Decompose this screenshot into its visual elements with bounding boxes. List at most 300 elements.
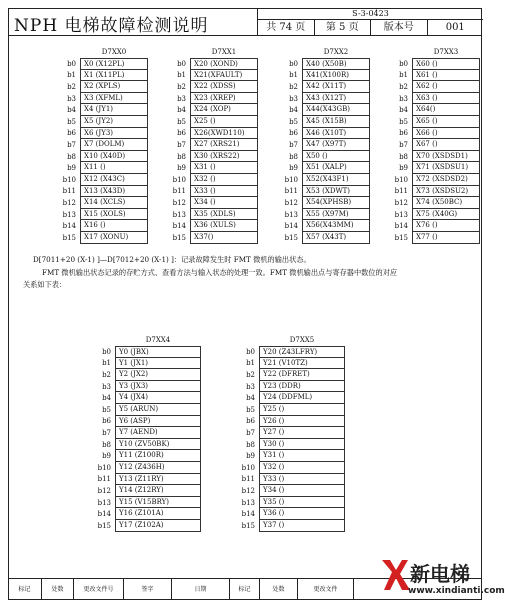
table-row bbox=[280, 232, 370, 244]
signal-cell: X6 (JY3) bbox=[80, 128, 148, 140]
table-row bbox=[237, 520, 345, 532]
signal-cell: X63 () bbox=[412, 93, 480, 105]
signal-cell: Y26 () bbox=[259, 416, 345, 428]
signal-cell: Y33 () bbox=[259, 474, 345, 486]
register-rows bbox=[237, 346, 345, 532]
document-number: S-3-0423 bbox=[352, 9, 389, 18]
table-row bbox=[58, 139, 148, 151]
brand-logo bbox=[378, 552, 505, 604]
bit-label: b8 bbox=[399, 152, 408, 161]
signal-cell: X40 (X50B) bbox=[302, 58, 370, 70]
table-row bbox=[168, 151, 258, 163]
table-row bbox=[168, 232, 258, 244]
signal-cell: Y2 (JX2) bbox=[115, 369, 201, 381]
paragraph-line-2: FMT 微机输出状态记录的存贮方式、查看方法与输入状态的处理一致。FMT 微机输出点与寄存器中数位的对应 bbox=[42, 268, 398, 277]
bit-label: b15 bbox=[284, 233, 298, 242]
table-row bbox=[237, 497, 345, 509]
table-row bbox=[390, 128, 480, 140]
signal-cell: Y35 () bbox=[259, 497, 345, 509]
table-row bbox=[390, 116, 480, 128]
signal-cell: Y25 () bbox=[259, 404, 345, 416]
signal-cell: X1 (X11PL) bbox=[80, 70, 148, 82]
register-rows bbox=[168, 58, 258, 244]
table-row bbox=[93, 520, 201, 532]
table-row bbox=[390, 174, 480, 186]
footer-cell: 日期 bbox=[172, 579, 230, 600]
signal-cell: X31 () bbox=[190, 162, 258, 174]
bit-label: b2 bbox=[102, 370, 111, 379]
signal-cell: X62 () bbox=[412, 81, 480, 93]
table-row bbox=[168, 70, 258, 82]
signal-cell: Y0 (JBX) bbox=[115, 346, 201, 358]
bit-label: b2 bbox=[399, 82, 408, 91]
bit-label: b6 bbox=[246, 417, 255, 426]
signal-cell: X71 (XSDSU1) bbox=[412, 162, 480, 174]
table-row bbox=[390, 232, 480, 244]
table-row bbox=[168, 220, 258, 232]
signal-cell: X70 (XSDSD1) bbox=[412, 151, 480, 163]
table-row bbox=[390, 186, 480, 198]
table-row bbox=[237, 474, 345, 486]
table-row bbox=[58, 162, 148, 174]
signal-cell: Y5 (ARUN) bbox=[115, 404, 201, 416]
bit-label: b7 bbox=[102, 428, 111, 437]
signal-cell: X65 () bbox=[412, 116, 480, 128]
table-row bbox=[390, 139, 480, 151]
bit-label: b0 bbox=[399, 59, 408, 68]
table-row bbox=[93, 450, 201, 462]
table-row bbox=[237, 416, 345, 428]
table-row bbox=[168, 93, 258, 105]
signal-cell: Y7 (AEND) bbox=[115, 427, 201, 439]
signal-cell: Y16 (Z101A) bbox=[115, 508, 201, 520]
bit-label: b2 bbox=[67, 82, 76, 91]
version-number: 001 bbox=[445, 22, 465, 33]
bit-label: b5 bbox=[102, 405, 111, 414]
bit-label: b6 bbox=[289, 129, 298, 138]
table-row bbox=[93, 346, 201, 358]
bit-label: b12 bbox=[284, 198, 298, 207]
bit-label: b2 bbox=[289, 82, 298, 91]
table-row bbox=[237, 346, 345, 358]
bit-label: b13 bbox=[97, 498, 111, 507]
bit-label: b11 bbox=[394, 187, 408, 196]
register-table bbox=[237, 336, 345, 532]
footer-cell: 标记 bbox=[230, 579, 260, 600]
bit-label: b11 bbox=[97, 475, 111, 484]
table-row bbox=[390, 220, 480, 232]
table-row bbox=[58, 174, 148, 186]
table-row bbox=[168, 128, 258, 140]
header-meta-row bbox=[258, 19, 483, 35]
paragraph-line-1: D[7011+20 (X-1) ]—D[7012+20 (X-1) ]：记录故障发生时 FMT 微机的输出状态。 bbox=[33, 255, 311, 264]
signal-cell: Y11 (Z100R) bbox=[115, 450, 201, 462]
bit-label: b13 bbox=[241, 498, 255, 507]
signal-cell: Y4 (JX4) bbox=[115, 392, 201, 404]
document-title: NPH 电梯故障检测说明 bbox=[14, 16, 209, 36]
signal-cell: X30 (XRS22) bbox=[190, 151, 258, 163]
bit-label: b3 bbox=[399, 94, 408, 103]
table-row bbox=[168, 104, 258, 116]
table-row bbox=[280, 93, 370, 105]
table-row bbox=[93, 392, 201, 404]
bit-label: b2 bbox=[246, 370, 255, 379]
bit-label: b3 bbox=[246, 382, 255, 391]
table-row bbox=[237, 485, 345, 497]
table-row bbox=[168, 58, 258, 70]
table-row bbox=[280, 81, 370, 93]
signal-cell: X11 () bbox=[80, 162, 148, 174]
bit-label: b1 bbox=[289, 71, 298, 80]
bit-label: b7 bbox=[177, 140, 186, 149]
signal-cell: Y17 (Z102A) bbox=[115, 520, 201, 532]
signal-cell: X42 (X11T) bbox=[302, 81, 370, 93]
table-row bbox=[237, 508, 345, 520]
signal-cell: X10 (X40D) bbox=[80, 151, 148, 163]
signal-cell: Y36 () bbox=[259, 508, 345, 520]
table-row bbox=[58, 209, 148, 221]
register-title: D7XX3 bbox=[433, 48, 459, 56]
register-table bbox=[390, 48, 480, 244]
register-title: D7XX5 bbox=[289, 336, 315, 344]
bit-label: b15 bbox=[172, 233, 186, 242]
bit-label: b4 bbox=[102, 394, 111, 403]
table-row bbox=[93, 404, 201, 416]
bit-label: b3 bbox=[177, 94, 186, 103]
bit-label: b14 bbox=[97, 510, 111, 519]
table-row bbox=[58, 197, 148, 209]
signal-cell: X23 (XREP) bbox=[190, 93, 258, 105]
signal-cell: X60 () bbox=[412, 58, 480, 70]
bit-label: b10 bbox=[62, 175, 76, 184]
bit-label: b4 bbox=[289, 106, 298, 115]
bit-label: b5 bbox=[289, 117, 298, 126]
table-row bbox=[237, 404, 345, 416]
bit-label: b11 bbox=[62, 187, 76, 196]
table-row bbox=[93, 358, 201, 370]
table-row bbox=[93, 416, 201, 428]
bit-label: b8 bbox=[102, 440, 111, 449]
table-row bbox=[390, 151, 480, 163]
signal-cell: X66 () bbox=[412, 128, 480, 140]
footer-cell: 标记 bbox=[8, 579, 42, 600]
table-row bbox=[280, 116, 370, 128]
register-title: D7XX0 bbox=[101, 48, 127, 56]
footer-cell: 处数 bbox=[260, 579, 298, 600]
bit-label: b10 bbox=[284, 175, 298, 184]
signal-cell: Y24 (DDFML) bbox=[259, 392, 345, 404]
bit-label: b12 bbox=[394, 198, 408, 207]
table-row bbox=[58, 220, 148, 232]
table-row bbox=[58, 104, 148, 116]
signal-cell: Y34 () bbox=[259, 485, 345, 497]
table-row bbox=[168, 116, 258, 128]
table-row bbox=[280, 58, 370, 70]
signal-cell: X13 (X43D) bbox=[80, 186, 148, 198]
signal-cell: X12 (X43C) bbox=[80, 174, 148, 186]
bit-label: b7 bbox=[289, 140, 298, 149]
table-row bbox=[93, 427, 201, 439]
bit-label: b14 bbox=[284, 222, 298, 231]
version-label: 版本号 bbox=[371, 20, 428, 35]
table-row bbox=[280, 70, 370, 82]
bit-label: b14 bbox=[172, 222, 186, 231]
bit-label: b15 bbox=[97, 521, 111, 530]
table-row bbox=[93, 474, 201, 486]
bit-label: b7 bbox=[399, 140, 408, 149]
table-row bbox=[168, 209, 258, 221]
bit-label: b12 bbox=[62, 198, 76, 207]
table-row bbox=[58, 186, 148, 198]
table-row bbox=[58, 128, 148, 140]
bit-label: b1 bbox=[399, 71, 408, 80]
table-row bbox=[390, 58, 480, 70]
signal-cell: X51 (XALP) bbox=[302, 162, 370, 174]
footer-cell: 签字 bbox=[124, 579, 172, 600]
signal-cell: X53 (XDWT) bbox=[302, 186, 370, 198]
bit-label: b1 bbox=[67, 71, 76, 80]
signal-cell: X47 (X97T) bbox=[302, 139, 370, 151]
table-row bbox=[280, 197, 370, 209]
table-row bbox=[58, 58, 148, 70]
table-row bbox=[390, 197, 480, 209]
bit-label: b3 bbox=[289, 94, 298, 103]
signal-cell: X61 () bbox=[412, 70, 480, 82]
signal-cell: X64() bbox=[412, 104, 480, 116]
table-row bbox=[237, 462, 345, 474]
signal-cell: Y15 (V15BRY) bbox=[115, 497, 201, 509]
table-row bbox=[390, 93, 480, 105]
table-row bbox=[93, 381, 201, 393]
bit-label: b4 bbox=[246, 394, 255, 403]
table-row bbox=[93, 462, 201, 474]
table-row bbox=[168, 139, 258, 151]
current-page: 第 5 页 bbox=[315, 20, 372, 35]
bit-label: b15 bbox=[241, 521, 255, 530]
footer-cell: 处数 bbox=[42, 579, 74, 600]
table-row bbox=[168, 81, 258, 93]
table-row bbox=[237, 439, 345, 451]
table-row bbox=[390, 104, 480, 116]
signal-cell: X22 (XDSS) bbox=[190, 81, 258, 93]
bit-label: b0 bbox=[246, 347, 255, 356]
register-table bbox=[93, 336, 201, 532]
table-row bbox=[390, 81, 480, 93]
signal-cell: Y10 (ZV50BK) bbox=[115, 439, 201, 451]
table-row bbox=[237, 369, 345, 381]
signal-cell: X75 (X40G) bbox=[412, 209, 480, 221]
bit-label: b2 bbox=[177, 82, 186, 91]
table-row bbox=[168, 186, 258, 198]
bit-label: b9 bbox=[246, 452, 255, 461]
table-row bbox=[280, 209, 370, 221]
signal-cell: X43 (X12T) bbox=[302, 93, 370, 105]
table-row bbox=[390, 70, 480, 82]
bit-label: b5 bbox=[67, 117, 76, 126]
signal-cell: X25 () bbox=[190, 116, 258, 128]
bit-label: b10 bbox=[172, 175, 186, 184]
bit-label: b15 bbox=[394, 233, 408, 242]
bit-label: b1 bbox=[102, 359, 111, 368]
bit-label: b8 bbox=[67, 152, 76, 161]
bit-label: b13 bbox=[394, 210, 408, 219]
signal-cell: X67 () bbox=[412, 139, 480, 151]
signal-cell: X44(X43GB) bbox=[302, 104, 370, 116]
register-rows bbox=[390, 58, 480, 244]
signal-cell: X45 (X15B) bbox=[302, 116, 370, 128]
bit-label: b0 bbox=[177, 59, 186, 68]
signal-cell: X24 (XOP) bbox=[190, 104, 258, 116]
bit-label: b8 bbox=[177, 152, 186, 161]
signal-cell: Y1 (JX1) bbox=[115, 358, 201, 370]
bit-label: b3 bbox=[67, 94, 76, 103]
table-row bbox=[280, 128, 370, 140]
signal-cell: X55 (X97M) bbox=[302, 209, 370, 221]
register-title: D7XX2 bbox=[323, 48, 349, 56]
bit-label: b12 bbox=[241, 486, 255, 495]
signal-cell: X72 (XSDSD2) bbox=[412, 174, 480, 186]
bit-label: b10 bbox=[97, 463, 111, 472]
signal-cell: X33 () bbox=[190, 186, 258, 198]
signal-cell: X0 (X12PL) bbox=[80, 58, 148, 70]
bit-label: b7 bbox=[67, 140, 76, 149]
table-row bbox=[280, 220, 370, 232]
signal-cell: Y31 () bbox=[259, 450, 345, 462]
bit-label: b9 bbox=[102, 452, 111, 461]
table-row bbox=[280, 139, 370, 151]
register-rows bbox=[93, 346, 201, 532]
total-pages: 共 74 页 bbox=[258, 20, 315, 35]
signal-cell: Y32 () bbox=[259, 462, 345, 474]
signal-cell: X14 (XCLS) bbox=[80, 197, 148, 209]
bit-label: b13 bbox=[284, 210, 298, 219]
signal-cell: X32 () bbox=[190, 174, 258, 186]
signal-cell: Y27 () bbox=[259, 427, 345, 439]
bit-label: b9 bbox=[399, 164, 408, 173]
register-title: D7XX1 bbox=[211, 48, 237, 56]
table-row bbox=[237, 392, 345, 404]
bit-label: b14 bbox=[241, 510, 255, 519]
bit-label: b4 bbox=[67, 106, 76, 115]
signal-cell: Y22 (DFRET) bbox=[259, 369, 345, 381]
register-table bbox=[280, 48, 370, 244]
signal-cell: X21(XFAULT) bbox=[190, 70, 258, 82]
register-rows bbox=[58, 58, 148, 244]
bit-label: b5 bbox=[399, 117, 408, 126]
signal-cell: X27 (XRS21) bbox=[190, 139, 258, 151]
signal-cell: X77 () bbox=[412, 232, 480, 244]
signal-cell: Y6 (ASP) bbox=[115, 416, 201, 428]
bit-label: b9 bbox=[177, 164, 186, 173]
signal-cell: X57 (X43T) bbox=[302, 232, 370, 244]
bit-label: b6 bbox=[177, 129, 186, 138]
signal-cell: X2 (XPLS) bbox=[80, 81, 148, 93]
table-row bbox=[168, 162, 258, 174]
paragraph-line-3: 关系如下表： bbox=[23, 280, 67, 289]
bit-label: b11 bbox=[172, 187, 186, 196]
bit-label: b4 bbox=[399, 106, 408, 115]
signal-cell: X3 (XFML) bbox=[80, 93, 148, 105]
table-row bbox=[58, 151, 148, 163]
signal-cell: Y37 () bbox=[259, 520, 345, 532]
signal-cell: Y30 () bbox=[259, 439, 345, 451]
table-row bbox=[280, 162, 370, 174]
bit-label: b15 bbox=[62, 233, 76, 242]
table-row bbox=[168, 197, 258, 209]
signal-cell: Y3 (JX3) bbox=[115, 381, 201, 393]
bit-label: b6 bbox=[67, 129, 76, 138]
bit-label: b0 bbox=[67, 59, 76, 68]
bit-label: b8 bbox=[246, 440, 255, 449]
bit-label: b6 bbox=[102, 417, 111, 426]
bit-label: b0 bbox=[289, 59, 298, 68]
bit-label: b9 bbox=[289, 164, 298, 173]
signal-cell: X5 (JY2) bbox=[80, 116, 148, 128]
signal-cell: X50 () bbox=[302, 151, 370, 163]
register-table bbox=[58, 48, 148, 244]
bit-label: b12 bbox=[97, 486, 111, 495]
signal-cell: Y21 (V10TZ) bbox=[259, 358, 345, 370]
bit-label: b9 bbox=[67, 164, 76, 173]
table-row bbox=[58, 232, 148, 244]
table-row bbox=[93, 439, 201, 451]
footer-cell: 更改文件 bbox=[298, 579, 354, 600]
table-row bbox=[237, 381, 345, 393]
signal-cell: X36 (XULS) bbox=[190, 220, 258, 232]
bit-label: b13 bbox=[172, 210, 186, 219]
table-row bbox=[280, 104, 370, 116]
logo-url: www.xindianti.com bbox=[408, 586, 505, 596]
header-meta bbox=[257, 8, 482, 35]
bit-label: b1 bbox=[246, 359, 255, 368]
bit-label: b5 bbox=[246, 405, 255, 414]
bit-label: b10 bbox=[241, 463, 255, 472]
signal-cell: X73 (XSDSU2) bbox=[412, 186, 480, 198]
signal-cell: X52(X43F1) bbox=[302, 174, 370, 186]
bit-label: b1 bbox=[177, 71, 186, 80]
register-rows bbox=[280, 58, 370, 244]
table-row bbox=[390, 162, 480, 174]
bit-label: b4 bbox=[177, 106, 186, 115]
signal-cell: X34 () bbox=[190, 197, 258, 209]
bit-label: b10 bbox=[394, 175, 408, 184]
table-row bbox=[390, 209, 480, 221]
signal-cell: Y12 (Z436H) bbox=[115, 462, 201, 474]
signal-cell: X17 (XONU) bbox=[80, 232, 148, 244]
logo-text: 新电梯 bbox=[410, 562, 470, 586]
table-row bbox=[280, 174, 370, 186]
table-row bbox=[237, 450, 345, 462]
signal-cell: X37() bbox=[190, 232, 258, 244]
signal-cell: Y20 (Z43LFRY) bbox=[259, 346, 345, 358]
signal-cell: Y13 (Z11RY) bbox=[115, 474, 201, 486]
table-row bbox=[58, 116, 148, 128]
footer-cell: 更改文件号 bbox=[74, 579, 124, 600]
table-row bbox=[280, 186, 370, 198]
signal-cell: X26(XWD110) bbox=[190, 128, 258, 140]
table-row bbox=[93, 369, 201, 381]
signal-cell: X35 (XDLS) bbox=[190, 209, 258, 221]
table-row bbox=[168, 174, 258, 186]
signal-cell: X76 () bbox=[412, 220, 480, 232]
bit-label: b14 bbox=[62, 222, 76, 231]
register-table bbox=[168, 48, 258, 244]
signal-cell: X4 (JY1) bbox=[80, 104, 148, 116]
table-row bbox=[93, 485, 201, 497]
signal-cell: Y23 (DDR) bbox=[259, 381, 345, 393]
bit-label: b6 bbox=[399, 129, 408, 138]
signal-cell: X41(X100R) bbox=[302, 70, 370, 82]
